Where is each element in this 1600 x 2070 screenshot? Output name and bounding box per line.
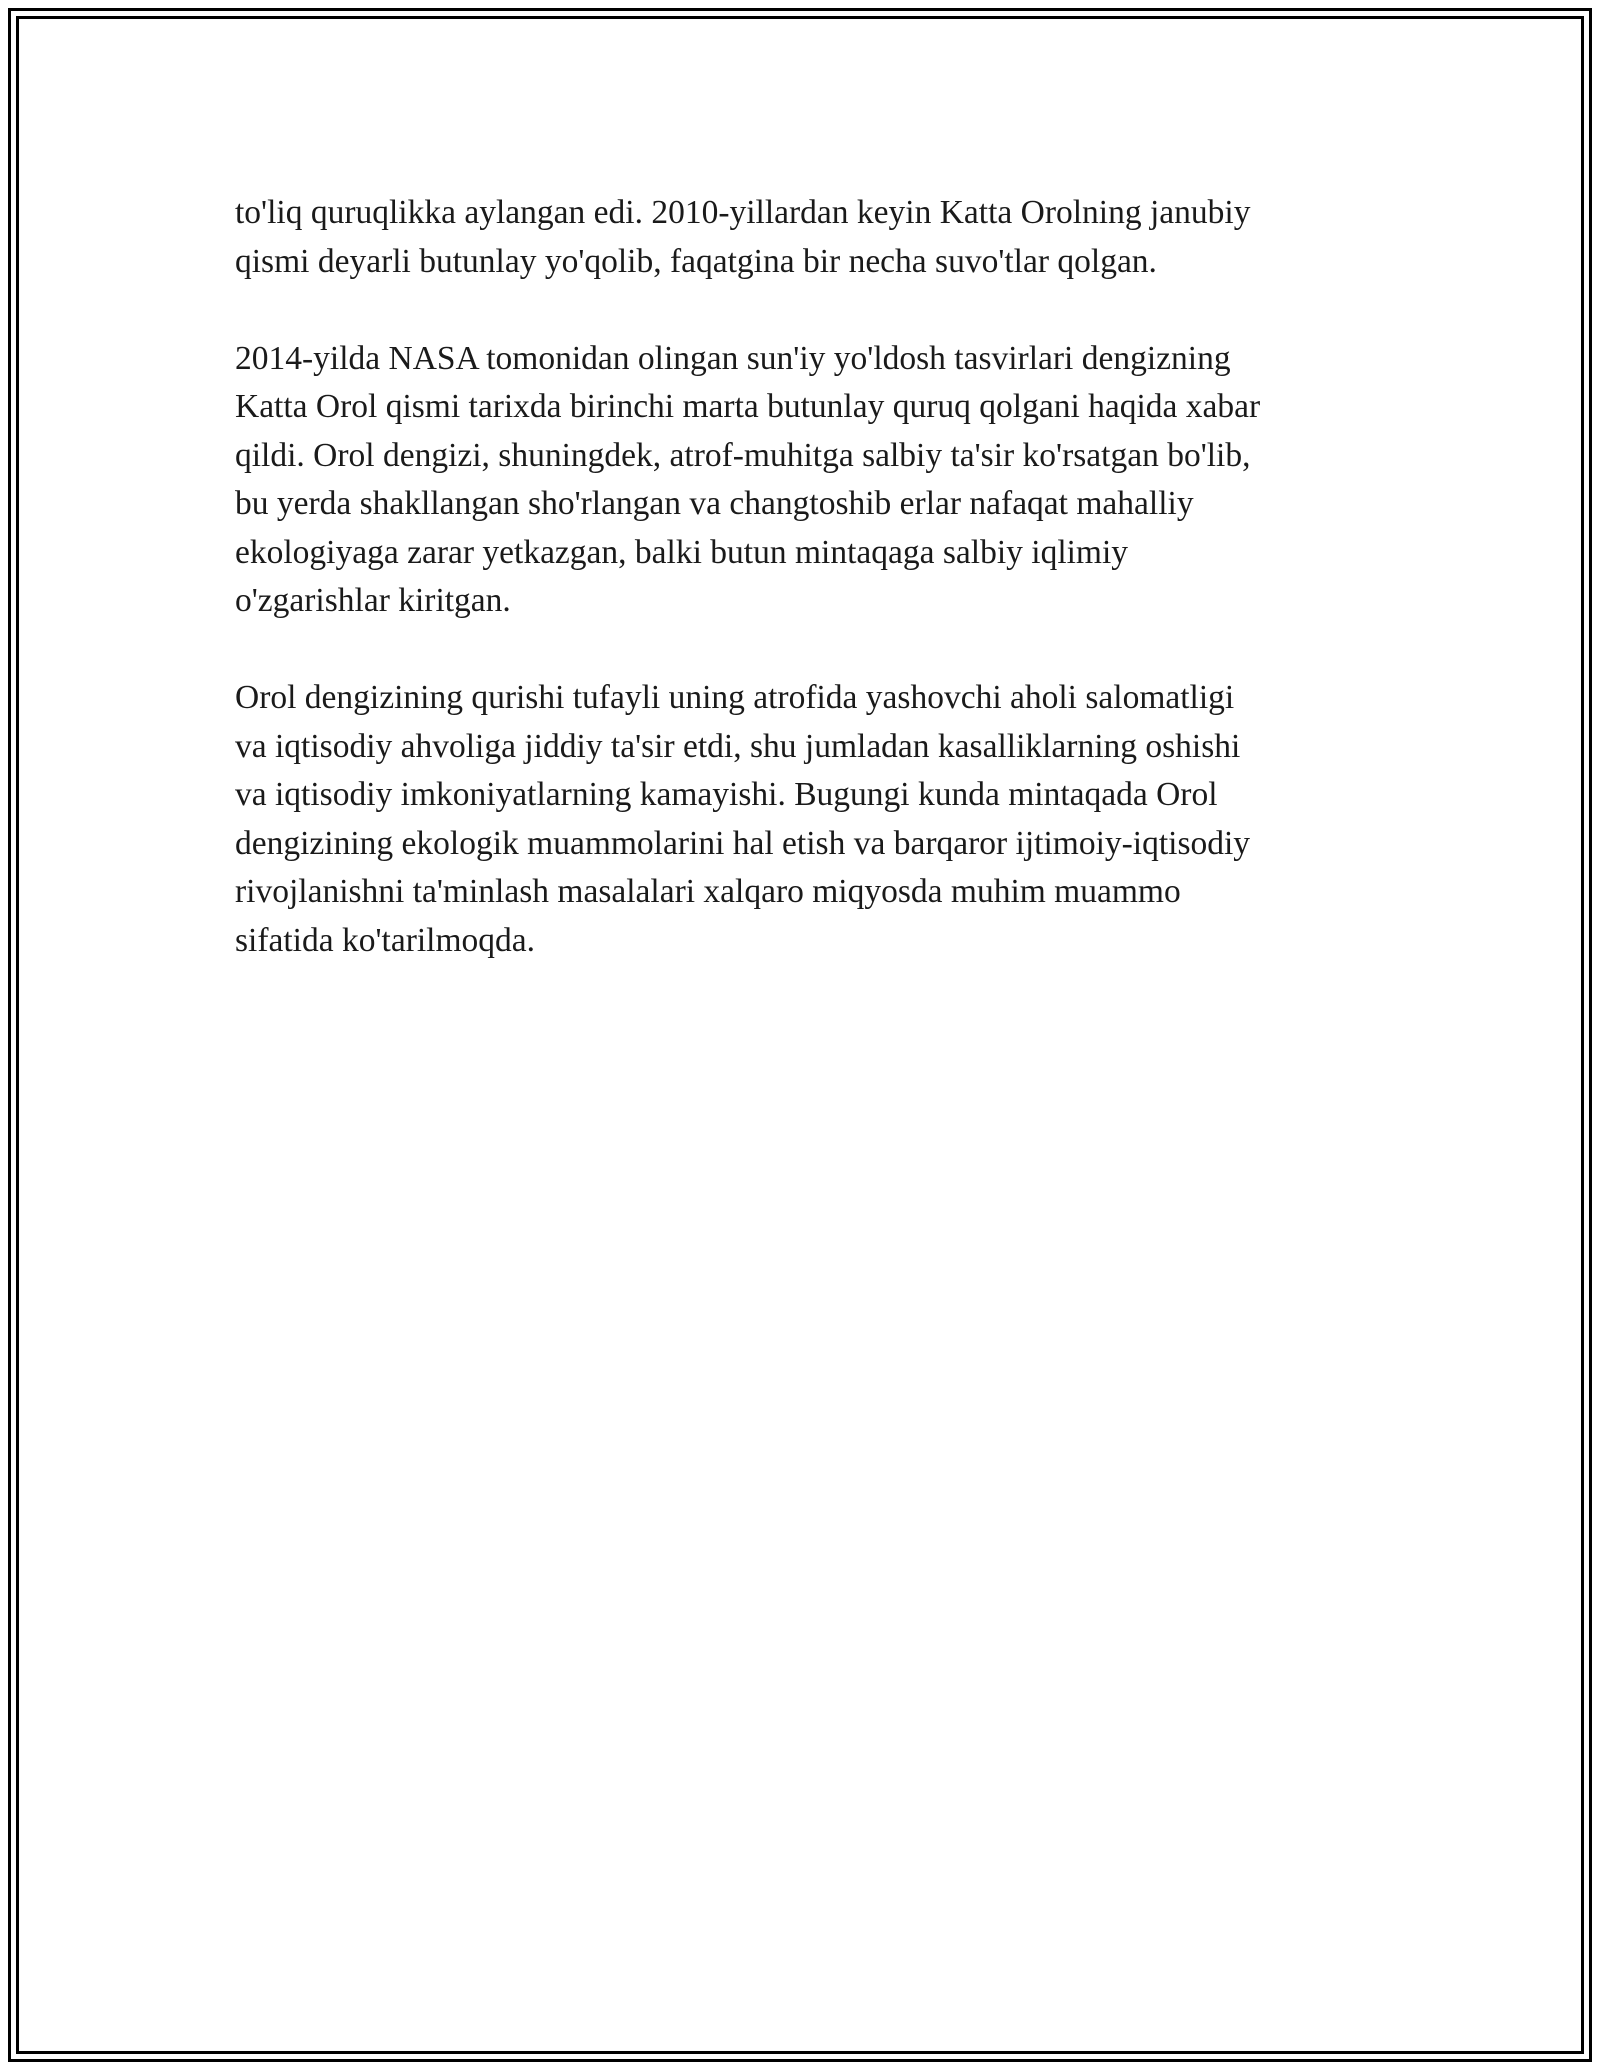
text-line: 2014-yilda NASA tomonidan olingan sun'iy yo'ldosh tasvirlari dengizning xyxy=(235,339,1231,377)
paragraph-1 xyxy=(235,189,1365,286)
text-line: qismi deyarli butunlay yo'qolib, faqatgina bir necha suvo'tlar qolgan. xyxy=(235,242,1157,280)
text-line: bu yerda shakllangan sho'rlangan va changtoshib erlar nafaqat mahalliy xyxy=(235,485,1194,522)
text-line: qildi. Orol dengizi, shuningdek, atrof-muhitga salbiy ta'sir ko'rsatgan bo'lib, xyxy=(235,436,1251,474)
paragraph-3 xyxy=(235,674,1365,965)
text-line: va iqtisodiy imkoniyatlarning kamayishi. Bugungi kunda mintaqada Orol xyxy=(235,776,1218,813)
document-body xyxy=(235,189,1365,1014)
text-line: sifatida ko'tarilmoqda. xyxy=(235,921,536,959)
text-line: Katta Orol qismi tarixda birinchi marta butunlay quruq qolgani haqida xabar xyxy=(235,388,1261,425)
text-line: dengizining ekologik muammolarini hal etish va barqaror ijtimoiy-iqtisodiy xyxy=(235,824,1251,862)
text-line: va iqtisodiy ahvoliga jiddiy ta'sir etdi, shu jumladan kasalliklarning oshishi xyxy=(235,727,1241,765)
text-line: o'zgarishlar kiritgan. xyxy=(235,582,511,619)
text-line: ekologiyaga zarar yetkazgan, balki butun mintaqaga salbiy iqlimiy xyxy=(235,533,1129,571)
text-line: Orol dengizining qurishi tufayli uning atrofida yashovchi aholi salomatligi xyxy=(235,679,1235,716)
text-line: to'liq quruqlikka aylangan edi. 2010-yillardan keyin Katta Orolning janubiy xyxy=(235,194,1251,231)
text-line: rivojlanishni ta'minlash masalalari xalqaro miqyosda muhim muammo xyxy=(235,873,1181,910)
paragraph-2 xyxy=(235,335,1365,626)
